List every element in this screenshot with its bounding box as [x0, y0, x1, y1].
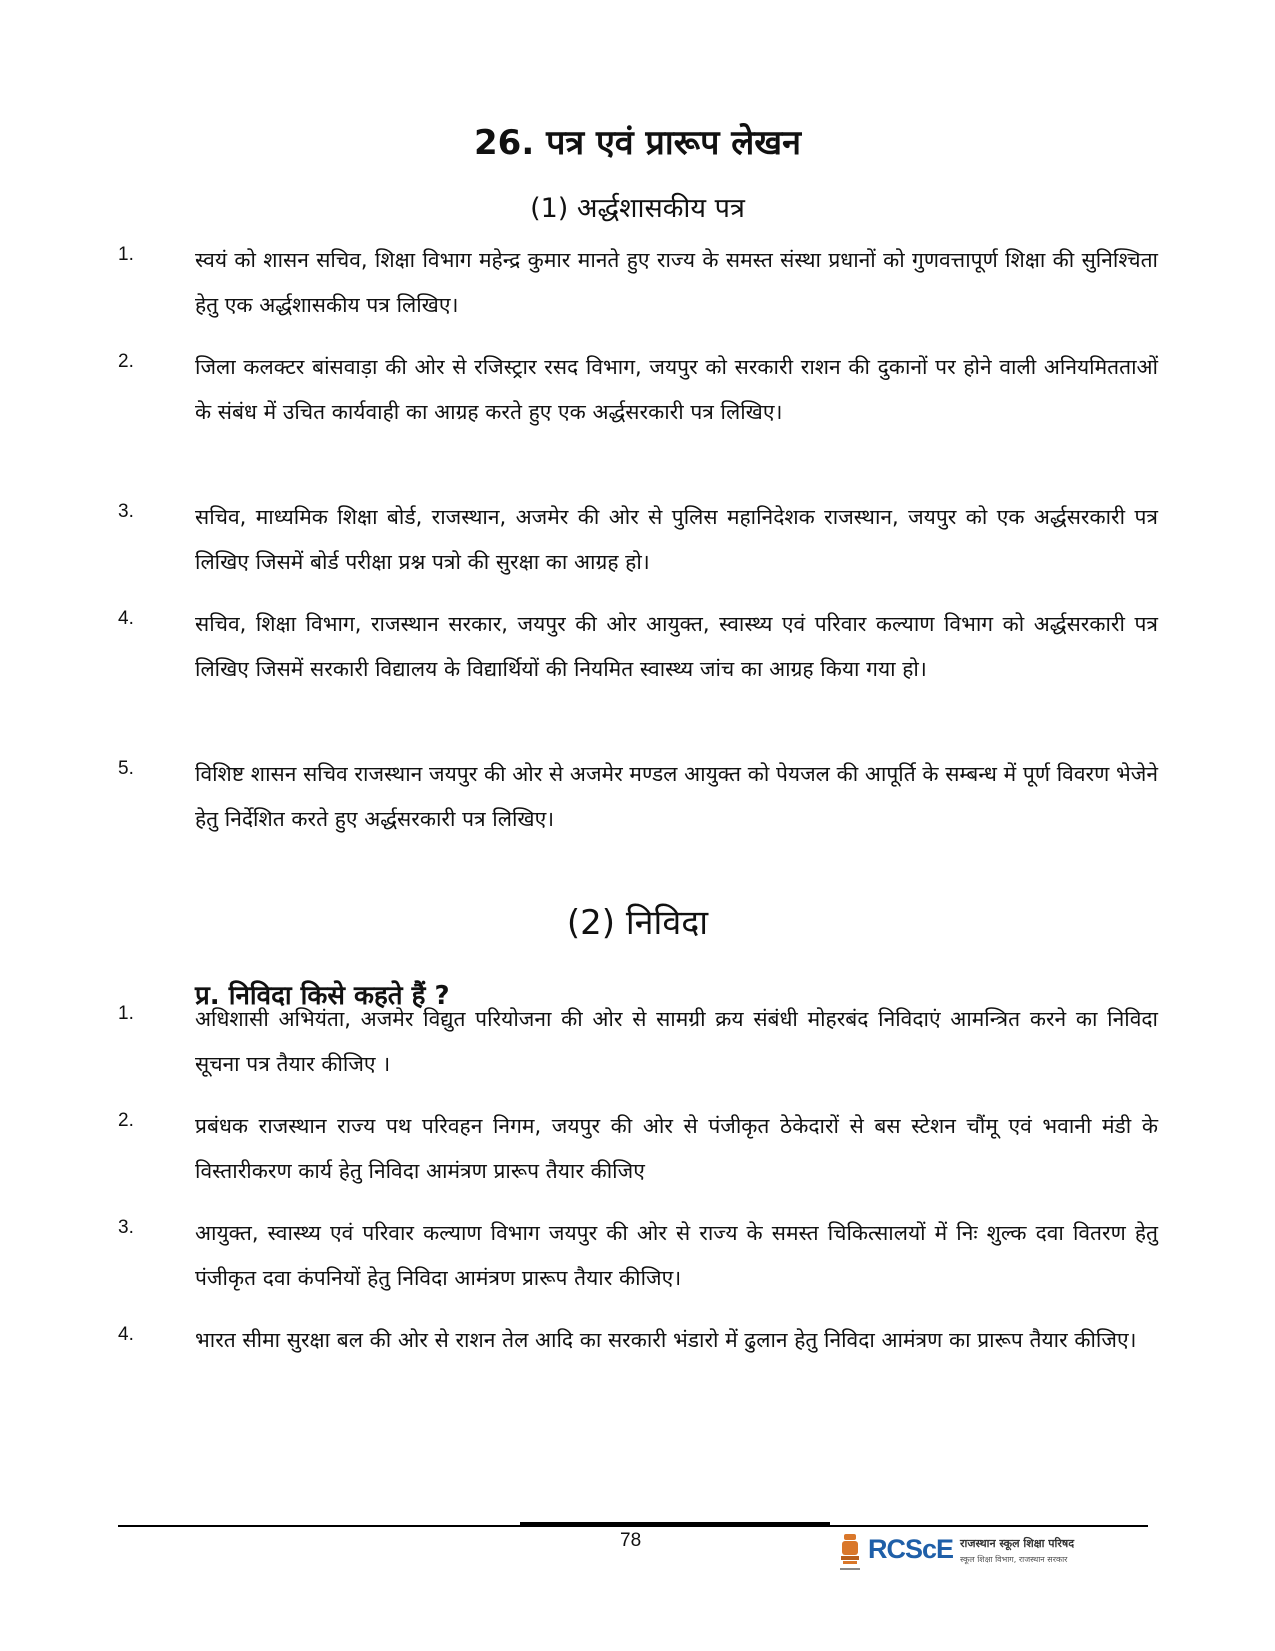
item-number: 3.: [118, 501, 134, 522]
section-title-tender: (2) निविदा: [566, 903, 709, 943]
item-text: प्रबंधक राजस्थान राज्य पथ परिवहन निगम, जयपुर की ओर से पंजीकृत ठेकेदारों से बस स्टेशन चौंमू एवं भवानी मंडी के विस्तारीकरण कार्य हेतु निविदा आमंत्रण प्रारूप तैयार कीजिए: [195, 1114, 1158, 1183]
question-heading: प्र. निविदा किसे कहते हैं ?: [195, 981, 450, 1011]
item-number: 2.: [118, 1110, 134, 1131]
item-number: 4.: [118, 1324, 134, 1345]
item-text: सचिव, माध्यमिक शिक्षा बोर्ड, राजस्थान, अजमेर की ओर से पुलिस महानिदेशक राजस्थान, जयपुर को एक अर्द्धसरकारी पत्र लिखिए जिसमें बोर्ड परीक्षा प्रश्न पत्रो की सुरक्षा का आग्रह हो।: [195, 505, 1158, 574]
logo-subtitle: स्कूल शिक्षा विभाग, राजस्थान सरकार: [960, 1555, 1068, 1564]
item-number: 1.: [118, 1003, 134, 1024]
item-number: 3.: [118, 1217, 134, 1238]
state-emblem-icon: [838, 1532, 862, 1576]
logo-wordmark: RCScE: [868, 1534, 954, 1564]
item-text: आयुक्त, स्वास्थ्य एवं परिवार कल्याण विभाग जयपुर की ओर से राज्य के समस्त चिकित्सालयों में निः शुल्क दवा वितरण हेतु पंजीकृत दवा कंपनियों हेतु निविदा आमंत्रण प्रारूप तैयार कीजिए।: [195, 1221, 1158, 1290]
page-number: 78: [620, 1530, 642, 1551]
item-text: जिला कलक्टर बांसवाड़ा की ओर से रजिस्ट्रार रसद विभाग, जयपुर को सरकारी राशन की दुकानों पर होने वाली अनियमितताओं के संबंध में उचित कार्यवाही का आग्रह करते हुए एक अर्द्धसरकारी पत्र लिखिए।: [195, 355, 1158, 424]
item-number: 4.: [118, 608, 134, 629]
item-number: 1.: [118, 244, 134, 265]
logo-organization-name: राजस्थान स्कूल शिक्षा परिषद: [960, 1537, 1075, 1550]
rcsce-logo: [838, 1532, 1128, 1576]
chapter-title: 26. पत्र एवं प्रारूप लेखन: [474, 123, 801, 163]
item-text: अधिशासी अभियंता, अजमेर विद्युत परियोजना की ओर से सामग्री क्रय संबंधी मोहरबंद निविदाएं आमन्त्रित करने का निविदा सूचना पत्र तैयार कीजिए ।: [195, 1007, 1158, 1076]
item-text: सचिव, शिक्षा विभाग, राजस्थान सरकार, जयपुर की ओर आयुक्त, स्वास्थ्य एवं परिवार कल्याण विभाग को अर्द्धसरकारी पत्र लिखिए जिसमें सरकारी विद्यालय के विद्यार्थियों की नियमित स्वास्थ्य जांच का आग्रह किया गया हो।: [195, 612, 1158, 681]
item-text: विशिष्ट शासन सचिव राजस्थान जयपुर की ओर से अजमेर मण्डल आयुक्त को पेयजल की आपूर्ति के सम्बन्ध में पूर्ण विवरण भेजेने हेतु निर्देशित करते हुए अर्द्धसरकारी पत्र लिखिए।: [195, 762, 1158, 831]
item-number: 2.: [118, 351, 134, 372]
section-title-semi-official-letter: (1) अर्द्धशासकीय पत्र: [530, 193, 745, 224]
item-number: 5.: [118, 758, 134, 779]
item-text: स्वयं को शासन सचिव, शिक्षा विभाग महेन्द्र कुमार मानते हुए राज्य के समस्त संस्था प्रधानों को गुणवत्तापूर्ण शिक्षा की सुनिश्चिता हेतु एक अर्द्धशासकीय पत्र लिखिए।: [195, 248, 1158, 317]
item-text: भारत सीमा सुरक्षा बल की ओर से राशन तेल आदि का सरकारी भंडारो में ढुलान हेतु निविदा आमंत्रण का प्रारूप तैयार कीजिए।: [195, 1328, 1137, 1352]
footer-divider-thick: [520, 1522, 830, 1527]
